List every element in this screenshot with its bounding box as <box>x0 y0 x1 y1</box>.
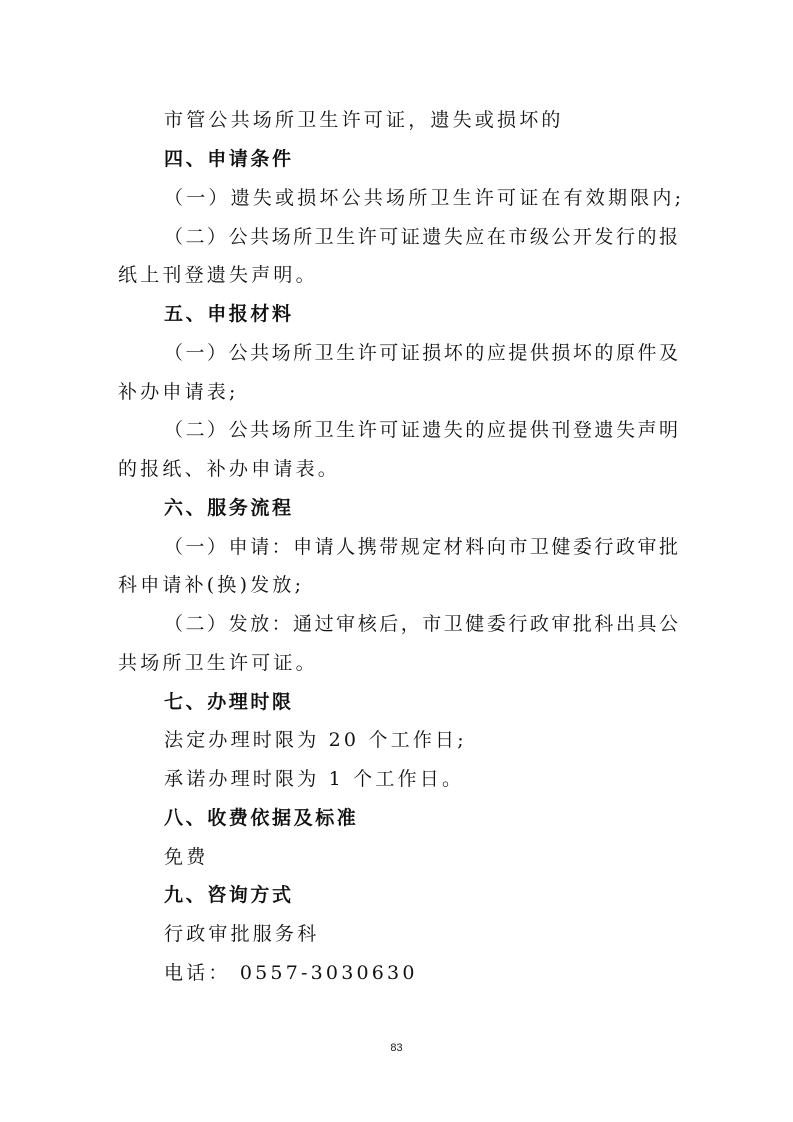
text-line: （二）发放：通过审核后，市卫健委行政审批科出具公 <box>164 613 678 635</box>
text-line: 纸上刊登遗失声明。 <box>118 264 318 286</box>
text-line: 法定办理时限为 20 个工作日; <box>164 729 467 751</box>
section-heading-application-conditions: 四、申请条件 <box>164 148 294 170</box>
text-line: 行政审批服务科 <box>164 923 320 945</box>
text-line: 免费 <box>164 846 209 868</box>
text-line: （二）公共场所卫生许可证遗失的应提供刊登遗失声明 <box>164 419 678 441</box>
text-line: （二）公共场所卫生许可证遗失应在市级公开发行的报 <box>164 226 678 248</box>
phone-line: 电话： 0557-3030630 <box>164 962 418 984</box>
text-line: （一）遗失或损坏公共场所卫生许可证在有效期限内; <box>164 187 685 209</box>
section-heading-consultation: 九、咨询方式 <box>164 884 294 906</box>
section-heading-fees: 八、收费依据及标准 <box>164 807 359 829</box>
section-heading-materials: 五、申报材料 <box>164 303 294 325</box>
text-line: 市管公共场所卫生许可证，遗失或损坏的 <box>164 109 564 131</box>
text-line: （一）申请：申请人携带规定材料向市卫健委行政审批 <box>164 536 678 558</box>
page-number: 83 <box>390 1042 403 1054</box>
section-heading-service-process: 六、服务流程 <box>164 497 294 519</box>
text-line: 承诺办理时限为 1 个工作日。 <box>164 768 465 790</box>
text-line: 补办申请表; <box>118 381 239 403</box>
text-line: 科申请补(换)发放; <box>118 574 305 596</box>
section-heading-time-limit: 七、办理时限 <box>164 691 294 713</box>
text-line: 共场所卫生许可证。 <box>118 652 318 674</box>
text-line: （一）公共场所卫生许可证损坏的应提供损坏的原件及 <box>164 342 678 364</box>
text-line: 的报纸、补办申请表。 <box>118 458 341 480</box>
